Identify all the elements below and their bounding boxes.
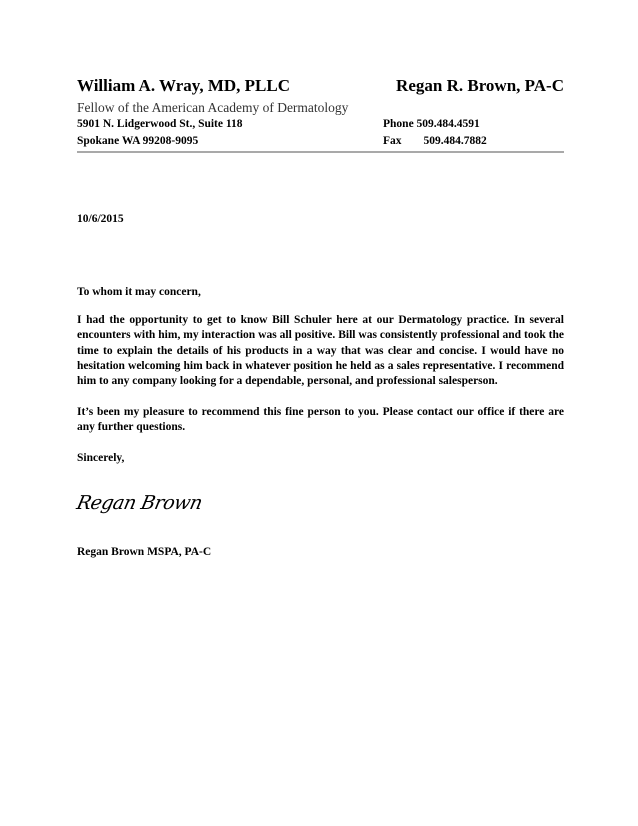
fellowship-row: [77, 100, 564, 118]
phone-label: Phone: [383, 118, 414, 130]
closing: Sincerely,: [77, 452, 125, 464]
letterhead-divider: [77, 151, 564, 153]
street-address: 5901 N. Lidgerwood St., Suite 118: [77, 118, 243, 130]
handwritten-signature: Regan Brown: [74, 492, 205, 514]
address-row-2: [77, 135, 564, 152]
salutation: To whom it may concern,: [77, 286, 201, 298]
body-paragraph-2: It’s been my pleasure to recommend this fine person to you. Please contact our office if there are any further questions.: [77, 406, 564, 434]
city-address: Spokane WA 99208-9095: [77, 135, 199, 147]
practice-name: William A. Wray, MD, PLLC: [77, 76, 290, 95]
address-row-1: [77, 118, 564, 135]
fax-label: Fax: [383, 135, 402, 147]
fellowship-line: Fellow of the American Academy of Dermatology: [77, 100, 349, 115]
fax-number: 509.484.7882: [423, 135, 487, 147]
letter-date: 10/6/2015: [77, 213, 124, 225]
letterhead: [77, 76, 564, 152]
body-paragraph-1: I had the opportunity to get to know Bill Schuler here at our Dermatology practice. In several encounters with him, my interaction was all positive. Bill was consistently professional and took the time to explain the details of his products in a way that was clear and concise. I would have no hesitation welcoming him back in whatever position he held as a sales representative. I recommend him to any company looking for a dependable, personal, and professional salesperson.: [77, 314, 564, 388]
letterhead-name-row: [77, 76, 564, 100]
provider-name: Regan R. Brown, PA-C: [396, 76, 564, 95]
fax-contact: [383, 135, 487, 147]
phone-number: 509.484.4591: [416, 118, 480, 130]
phone-contact: [383, 118, 480, 130]
signatory-name: Regan Brown MSPA, PA-C: [77, 546, 212, 558]
